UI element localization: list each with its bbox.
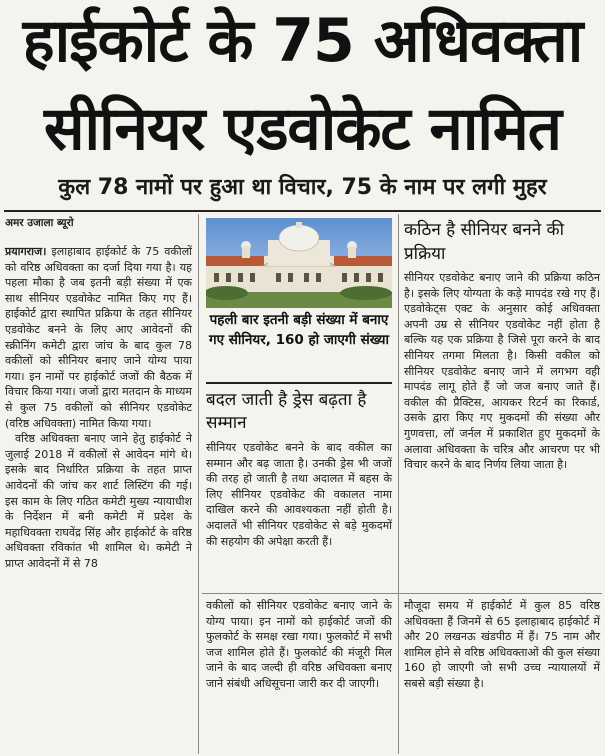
- paragraph: वरिष्ठ अधिवक्ता बनाए जाने हेतु हाईकोर्ट ने जुलाई 2018 में वकीलों से आवेदन मांगे थे। इसके बाद निर्धारित प्रक्रिया के तहत प्राप्त आवेदनों की जांच कर शार्ट लिस्टिंग की गई। इस काम के लिए गठित कमेटी मुख्य न्यायाधीश के निर्देशन में बनी कमेटी में प्रदेश के महाधिवक्ता राघवेंद्र सिंह और हाईकोर्ट के वरिष्ठ अधिवक्ता रविकांत भी शामिल थे। कमेटी ने प्राप्त आवेदनों में से 78: [5, 432, 192, 570]
- column-divider-2: [398, 214, 399, 754]
- byline: अमर उजाला ब्यूरो: [5, 217, 74, 229]
- caption-divider: [206, 382, 392, 384]
- high-court-photo: [206, 218, 392, 308]
- subheadline: कुल 78 नामों पर हुआ था विचार, 75 के नाम पर लगी मुहर: [58, 175, 547, 200]
- paragraph: वकीलों को सीनियर एडवोकेट बनाए जाने के योग्य पाया। इन नामों को हाईकोर्ट जजों की फुलकोर्ट के समक्ष रखा गया। फुलकोर्ट में सभी जज शामिल होते हैं। फुलकोर्ट की मंजूरी मिल जाने के बाद जल्दी ही वरिष्ठ अधिवक्ता बनाए जाने संबंधी अधिसूचना जारी कर दी जाएगी।: [206, 599, 392, 690]
- paragraph-text: इलाहाबाद हाईकोर्ट के 75 वकीलों को वरिष्ठ अधिवक्ता का दर्जा दिया गया है। यह पहला मौका है जब इतनी बड़ी संख्या में एक साथ सीनियर एडवोकेट नामित किए गए हैं। हाईकोर्ट द्वारा स्थापित प्रक्रिया के तहत सीनियर एडवोकेट बनने के लिए आए आवेदनों की स्क्रीनिंग कमेटी द्वारा जांच के बाद कुल 78 वकीलों को सीनियर बनाए जाने योग्य पाया गया। इन नामों पर हाईकोर्ट जजों की बैठक में विचार किया गया। जजों द्वारा मतदान के माध्यम से कुल 75 वकीलों को सीनियर एडवोकेट (वरिष्ठ अधिवक्ता) नामित किया गया।: [5, 245, 192, 430]
- lower-divider: [202, 593, 602, 594]
- paragraph: सीनियर एडवोकेट बनाए जाने की प्रक्रिया कठिन है। इसके लिए योग्यता के कड़े मापदंड रखे गए हैं। एडवोकेट्स एक्ट के अनुसार कोई अधिवक्ता अपनी उम्र से सीनियर एडवोकेट नहीं होता है बल्कि यह एक प्रक्रिया है जिसे पूरा करने के बाद सीनियर तगमा मिलता है। किसी वकील को सीनियर एडवोकेट बनाए जाने में लगभग वही मापदंड लागू होते हैं जो जज बनाए जाते हैं। वकील की प्रैक्टिस, आयकर रिटर्न का रिकार्ड, उसके द्वारा किए गए मुकदमों की संख्या और गुणवत्ता, लॉ जर्नल में प्रकाशित हुए मुकदमों के अलावा अधिवक्ता के चरित्र और आचरण पर भी विचार करने के बाद निर्णय लिया जाता है।: [404, 271, 600, 472]
- section-subhead: बदल जाती है ड्रेस बढ़ता है सम्मान: [206, 390, 367, 433]
- article-column-3-bottom: [404, 598, 600, 692]
- paragraph: मौजूदा समय में हाईकोर्ट में कुल 85 वरिष्ठ अधिवक्ता हैं जिनमें से 65 इलाहाबाद हाईकोर्ट में और 20 लखनऊ खंडपीठ में हैं। 75 नाम और शामिल होने से वरिष्ठ अधिवक्ताओं की कुल संख्या 160 हो जाएगी जो सभी उच्च न्यायालयों में सबसे बड़ी संख्या है।: [404, 599, 600, 690]
- article-column-3-top: [404, 270, 600, 473]
- article-column-2-top: [206, 440, 392, 549]
- dateline: प्रयागराज।: [5, 245, 47, 258]
- photo-caption: पहली बार इतनी बड़ी संख्या में बनाए गए सीनियर, 160 हो जाएगी संख्या: [209, 312, 389, 348]
- section-subhead: कठिन है सीनियर बनने की प्रक्रिया: [404, 220, 564, 264]
- column-divider-1: [198, 214, 199, 754]
- headline-line-2: सीनियर एडवोकेट नामित: [43, 94, 562, 164]
- headline-line-1: हाईकोर्ट के 75 अधिवक्ता: [22, 6, 583, 76]
- article-column-1: [5, 244, 192, 571]
- top-divider: [4, 210, 601, 212]
- paragraph: सीनियर एडवोकेट बनने के बाद वकील का सम्मान और बढ़ जाता है। उनकी ड्रेस भी जजों की तरह हो जाती है तथा अदालत में बहस के लिए सीनियर एडवोकेट की वकालत नामा दाखिल करने की आवश्यकता नहीं होती है। अदालतें भी सीनियर एडवोकेट से बड़े मुकदमों की सहयोग की अपेक्षा करती हैं।: [206, 441, 392, 548]
- paragraph: [5, 244, 192, 431]
- article-column-2-bottom: [206, 598, 392, 692]
